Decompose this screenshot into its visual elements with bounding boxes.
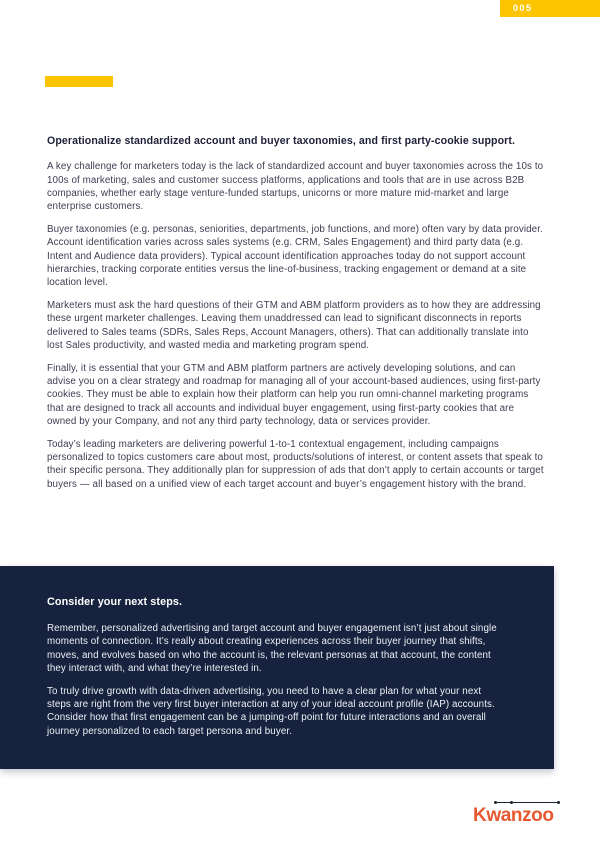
kwanzoo-logo bbox=[473, 800, 565, 825]
section-heading: Operationalize standardized account and buyer taxonomies, and first party-cookie support. bbox=[47, 135, 516, 147]
logo-line-segment bbox=[513, 802, 557, 803]
logo-line-segment bbox=[497, 802, 510, 803]
logo-wordmark: Kwanzoo bbox=[473, 805, 554, 826]
next-steps-callout bbox=[0, 566, 554, 769]
main-content bbox=[47, 134, 546, 500]
logo-dot-icon bbox=[557, 801, 560, 804]
callout-paragraph: To truly drive growth with data-driven advertising, you need to have a clear plan for what your next steps are right from the very first buyer interaction at any of your ideal account profile (IAP) accounts. Consider how that first engagement can be a jumping-off point for future interactions and an overall journey personalized to each target persona and buyer. bbox=[47, 685, 495, 737]
callout-paragraph: Remember, personalized advertising and target account and buyer engagement isn’t just about single moments of connection. It’s really about creating experiences across their buyer journey that shifts, moves, and evolves based on who the account is, the relevant personas at that account, the content they interact with, and what they’re interested in. bbox=[47, 623, 497, 674]
page-number: 005 bbox=[513, 3, 533, 13]
body-paragraph: Marketers must ask the hard questions of their GTM and ABM platform providers as to how they are addressing these urgent marketer challenges. Leaving them unaddressed can lead to significant disconnects in reports delivered to Sales teams (SDRs, Sales Reps, Account Managers, others). That can additionally translate into lost Sales productivity, and wasted media and marketing program spend. bbox=[47, 299, 541, 351]
body-paragraph: Finally, it is essential that your GTM and ABM platform partners are actively developing solutions, and can advise you on a clear strategy and roadmap for managing all of your account-based audiences, using first-party cookies. They must be able to explain how their platform can help you run omni-channel marketing programs that are designed to track all accounts and individual buyer engagement, using first-party cookies that are owned by your Company, and not any third party technology, data or services provider. bbox=[47, 362, 541, 427]
body-paragraph: A key challenge for marketers today is the lack of standardized account and buyer taxonomies across the 10s to 100s of marketing, sales and customer success platforms, applications and tools that are in use across B2B companies, whether early stage venture-funded startups, unicorns or more mature mid-market and large enterprise customers. bbox=[47, 161, 544, 213]
yellow-accent-bar bbox=[45, 76, 113, 87]
body-paragraph: Today’s leading marketers are delivering powerful 1-to-1 contextual engagement, including campaigns personalized to topics customers care about most, products/solutions of interest, or content assets that speak to their specific persona. They additionally plan for suppression of ads that don’t apply to certain accounts or target buyers — all based on a unified view of each target account and buyer’s engagement history with the brand. bbox=[47, 438, 544, 490]
callout-heading: Consider your next steps. bbox=[47, 596, 183, 608]
body-paragraph: Buyer taxonomies (e.g. personas, seniorities, departments, job functions, and more) often vary by data provider. Account identification varies across sales systems (e.g. CRM, Sales Engagement) and third party data (e.g. Intent and Audience data providers). Typical account identification approaches today do not support account hierarchies, tracking corporate entities versus the line-of-business, tracking engagement or demand at a site location level. bbox=[47, 223, 543, 289]
page-number-badge bbox=[500, 0, 600, 17]
